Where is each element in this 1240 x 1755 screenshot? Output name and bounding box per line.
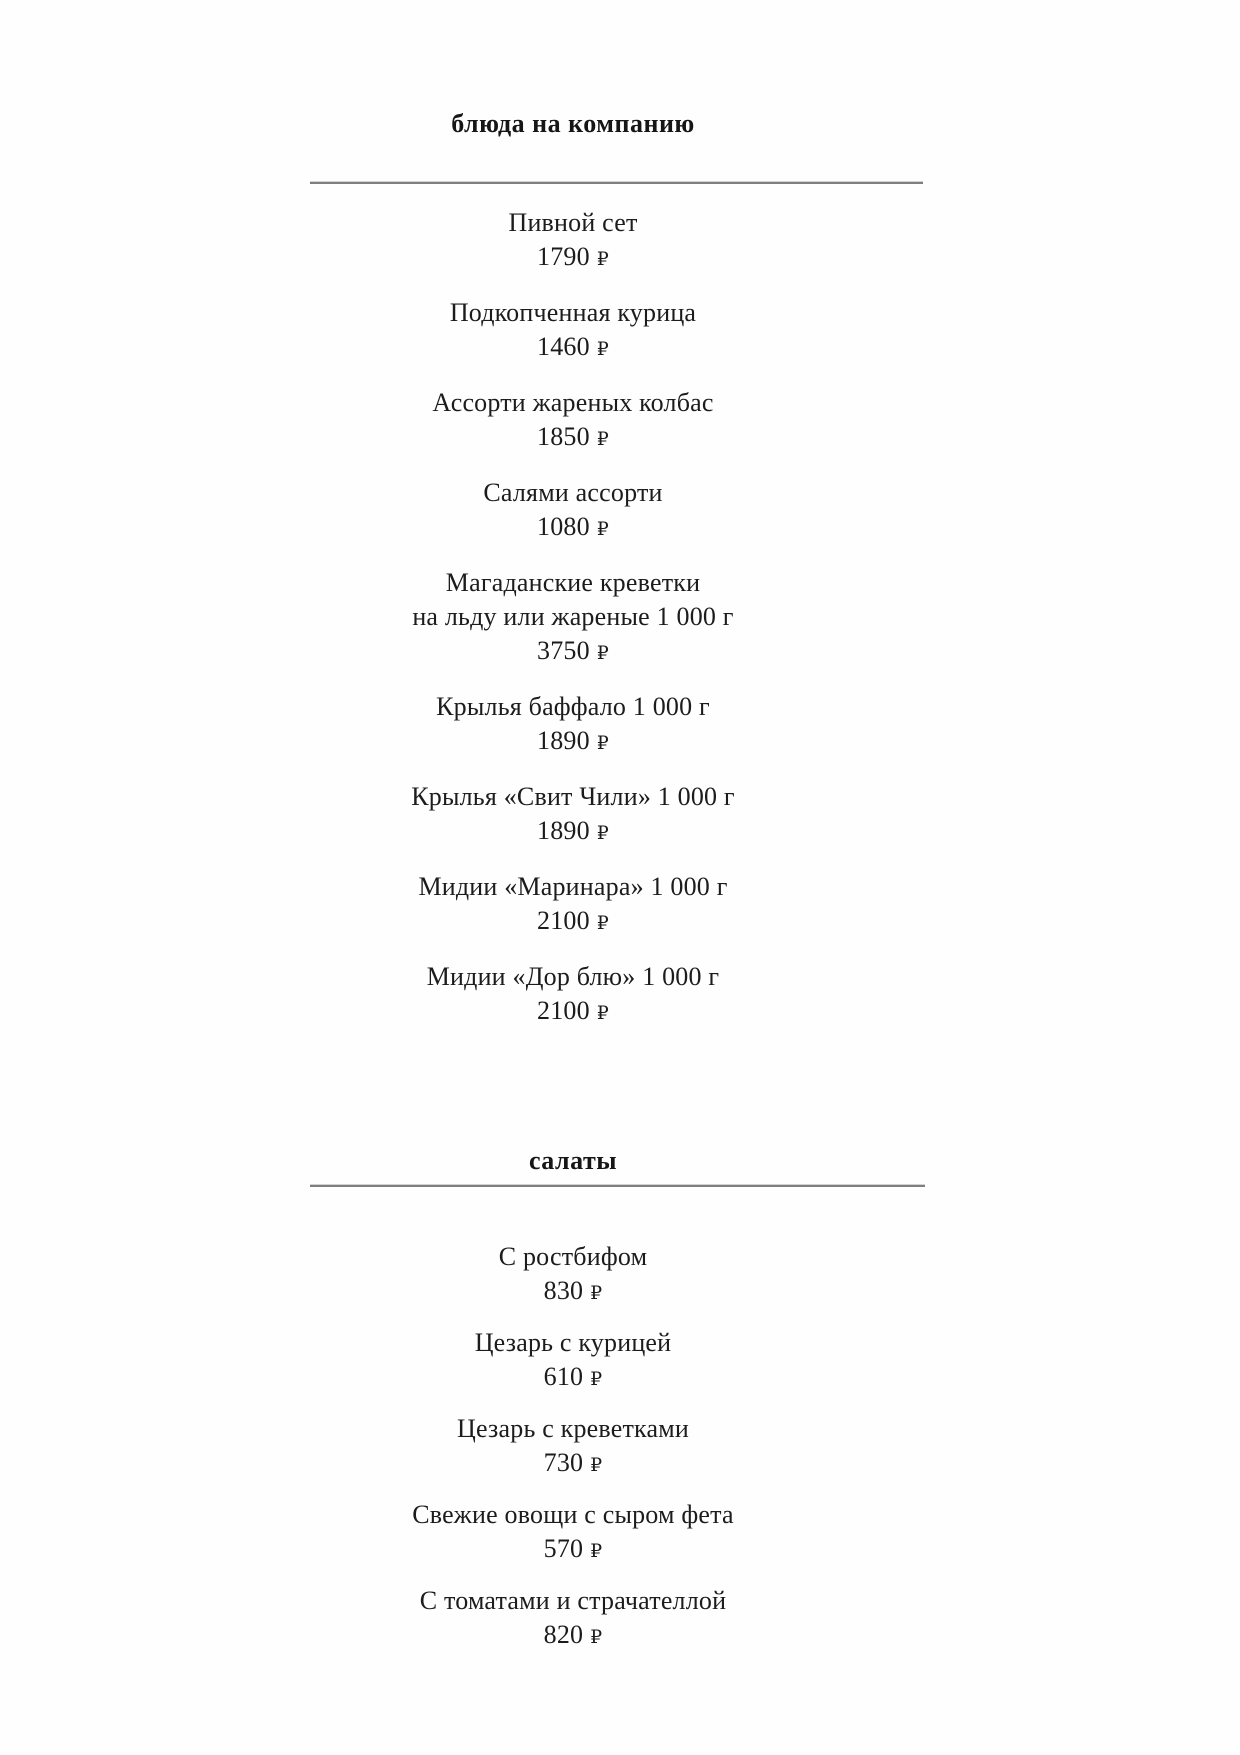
item-name: Крылья «Свит Чили» 1 000 г xyxy=(411,782,735,811)
menu-item xyxy=(0,870,1146,941)
item-price xyxy=(0,904,1146,941)
item-name: Крылья баффало 1 000 г xyxy=(436,692,710,721)
item-name: Мидии «Маринара» 1 000 г xyxy=(418,872,728,901)
item-price xyxy=(0,510,1146,547)
item-name: Магаданские креветки xyxy=(445,568,701,597)
price-amount: 3750 xyxy=(537,636,590,665)
ruble-sign: ₽ xyxy=(596,339,609,360)
price-amount: 2100 xyxy=(537,996,590,1025)
price-amount: 610 xyxy=(543,1362,584,1391)
ruble-sign: ₽ xyxy=(596,643,609,664)
item-price xyxy=(0,1618,1146,1655)
item-name: Пивной сет xyxy=(508,208,638,237)
menu-item xyxy=(0,296,1146,367)
menu-item xyxy=(0,1498,1146,1569)
menu-item xyxy=(0,206,1146,277)
ruble-sign: ₽ xyxy=(590,1283,603,1304)
ruble-sign: ₽ xyxy=(596,733,609,754)
item-name: С ростбифом xyxy=(498,1242,648,1271)
ruble-sign: ₽ xyxy=(596,249,609,270)
price-amount: 1790 xyxy=(537,242,590,271)
item-name: Ассорти жареных колбас xyxy=(432,388,714,417)
item-price xyxy=(0,1360,1146,1397)
price-amount: 1890 xyxy=(537,816,590,845)
item-price xyxy=(0,240,1146,277)
item-price xyxy=(0,814,1146,851)
price-amount: 570 xyxy=(543,1534,584,1563)
menu-item xyxy=(0,1412,1146,1483)
item-name: на льду или жареные 1 000 г xyxy=(412,602,734,631)
price-amount: 1080 xyxy=(537,512,590,541)
ruble-sign: ₽ xyxy=(596,913,609,934)
menu-item xyxy=(0,690,1146,761)
menu-item xyxy=(0,386,1146,457)
item-name: Салями ассорти xyxy=(483,478,663,507)
item-price xyxy=(0,724,1146,761)
price-amount: 1850 xyxy=(537,422,590,451)
item-price xyxy=(0,1532,1146,1569)
menu-item xyxy=(0,476,1146,547)
item-price xyxy=(0,420,1146,457)
section-title: блюда на компанию xyxy=(451,109,695,138)
section-items xyxy=(0,206,1146,1031)
price-amount: 1460 xyxy=(537,332,590,361)
menu-item xyxy=(0,960,1146,1031)
menu-item xyxy=(0,780,1146,851)
ruble-sign: ₽ xyxy=(590,1541,603,1562)
menu-item xyxy=(0,566,1146,671)
ruble-sign: ₽ xyxy=(590,1627,603,1648)
item-price xyxy=(0,634,1146,671)
price-amount: 1890 xyxy=(537,726,590,755)
ruble-sign: ₽ xyxy=(596,823,609,844)
menu-item xyxy=(0,1326,1146,1397)
item-name: С томатами и страчателлой xyxy=(419,1586,727,1615)
ruble-sign: ₽ xyxy=(596,519,609,540)
price-amount: 730 xyxy=(543,1448,584,1477)
item-price xyxy=(0,1274,1146,1311)
section-items xyxy=(0,1240,1146,1655)
item-name: Подкопченная курица xyxy=(449,298,697,327)
menu-item xyxy=(0,1584,1146,1655)
ruble-sign: ₽ xyxy=(596,1003,609,1024)
ruble-sign: ₽ xyxy=(590,1455,603,1476)
ruble-sign: ₽ xyxy=(590,1369,603,1390)
price-amount: 830 xyxy=(543,1276,584,1305)
item-name: Цезарь с курицей xyxy=(474,1328,672,1357)
item-price xyxy=(0,330,1146,367)
price-amount: 820 xyxy=(543,1620,584,1649)
item-name: Свежие овощи с сыром фета xyxy=(412,1500,734,1529)
section-title: салаты xyxy=(528,1146,618,1175)
menu-item xyxy=(0,1240,1146,1311)
item-name: Цезарь с креветками xyxy=(457,1414,689,1443)
item-price xyxy=(0,994,1146,1031)
price-amount: 2100 xyxy=(537,906,590,935)
item-name: Мидии «Дор блю» 1 000 г xyxy=(426,962,720,991)
ruble-sign: ₽ xyxy=(596,429,609,450)
item-price xyxy=(0,1446,1146,1483)
